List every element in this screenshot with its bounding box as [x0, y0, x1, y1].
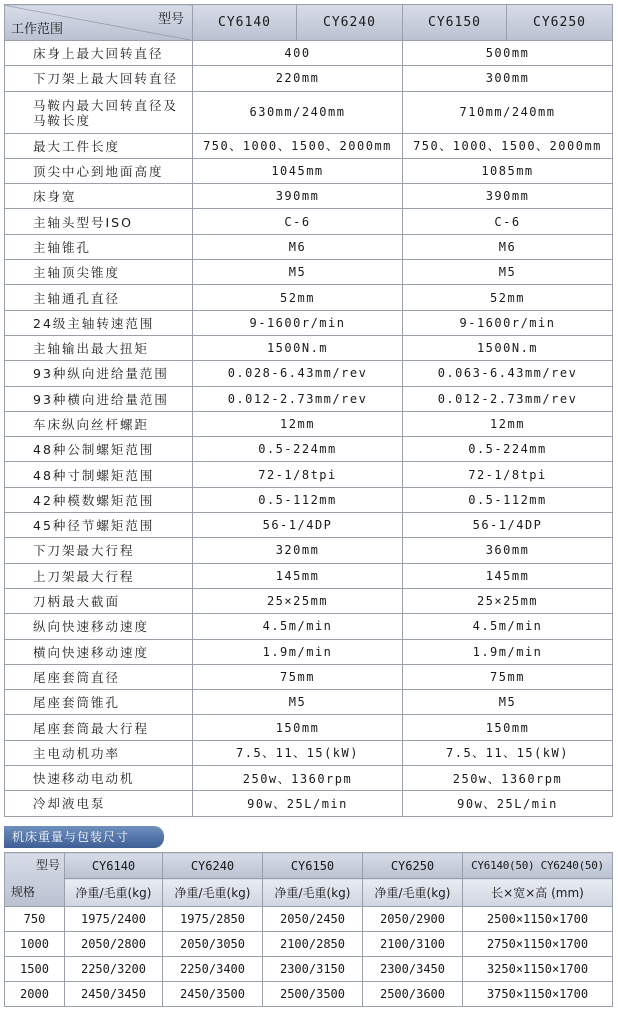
weight-row	[5, 932, 613, 957]
weight-value: 2050/2900	[363, 907, 463, 932]
spec-value-40-series: 0.028-6.43mm/rev	[193, 361, 403, 386]
weight-value: 2050/2800	[65, 932, 163, 957]
model-header: CY6240	[163, 853, 263, 879]
spec-value-50-series: 710mm/240mm	[403, 91, 613, 133]
spec-row	[5, 310, 613, 335]
spec-value-40-series: 0.5-112mm	[193, 487, 403, 512]
spec-value-50-series: 145mm	[403, 563, 613, 588]
spec-value-50-series: 360mm	[403, 538, 613, 563]
spec-label: 下刀架上最大回转直径	[5, 66, 193, 91]
spec-row	[5, 791, 613, 816]
spec-label: 冷却液电泵	[5, 791, 193, 816]
corner-label-model: 型号	[157, 12, 184, 27]
weight-value: 1975/2850	[163, 907, 263, 932]
spec-value-40-series: M6	[193, 234, 403, 259]
model-header: CY6240	[297, 5, 403, 41]
spec-label: 24级主轴转速范围	[5, 310, 193, 335]
spec-label: 横向快速移动速度	[5, 639, 193, 664]
spec-value-50-series: 150mm	[403, 715, 613, 740]
spec-row	[5, 209, 613, 234]
weight-value: 2450/3500	[163, 982, 263, 1007]
spec-row	[5, 133, 613, 158]
spec-label: 主轴通孔直径	[5, 285, 193, 310]
spec-value-50-series: 1.9m/min	[403, 639, 613, 664]
spec-row	[5, 487, 613, 512]
spec-value-40-series: 72-1/8tpi	[193, 462, 403, 487]
spec-label: 下刀架最大行程	[5, 538, 193, 563]
spec-row	[5, 66, 613, 91]
spec-value-40-series: 630mm/240mm	[193, 91, 403, 133]
corner-label-range: 工作范围	[11, 22, 64, 37]
spec-value-50-series: 300mm	[403, 66, 613, 91]
spec-value-40-series: 0.012-2.73mm/rev	[193, 386, 403, 411]
model-header: CY6150	[403, 5, 507, 41]
spec-row	[5, 335, 613, 360]
spec-label: 尾座套筒直径	[5, 664, 193, 689]
spec-value-50-series: 72-1/8tpi	[403, 462, 613, 487]
spec-value-40-series: 145mm	[193, 563, 403, 588]
spec-value-50-series: 25×25mm	[403, 588, 613, 613]
weight-value: 2250/3200	[65, 957, 163, 982]
spec-label: 主轴头型号ISO	[5, 209, 193, 234]
spec-label: 主轴输出最大扭矩	[5, 335, 193, 360]
spec-value-50-series: 56-1/4DP	[403, 513, 613, 538]
spec-row	[5, 285, 613, 310]
spec-value-40-series: 25×25mm	[193, 588, 403, 613]
spec-value-40-series: C-6	[193, 209, 403, 234]
weight-row	[5, 957, 613, 982]
spec-label: 48种寸制螺矩范围	[5, 462, 193, 487]
spec-value-40-series: 390mm	[193, 184, 403, 209]
spec-row	[5, 740, 613, 765]
section-title: 机床重量与包装尺寸	[12, 830, 130, 844]
spec-row	[5, 41, 613, 66]
spec-value-50-series: 75mm	[403, 664, 613, 689]
subheader-dimensions: 长×宽×高 (mm)	[463, 879, 613, 907]
spec-label: 主轴顶尖锥度	[5, 260, 193, 285]
spec-row	[5, 664, 613, 689]
weight-value: 1975/2400	[65, 907, 163, 932]
spec-value-50-series: 1085mm	[403, 158, 613, 183]
spec-row	[5, 361, 613, 386]
spec-label: 尾座套筒锥孔	[5, 690, 193, 715]
spec-value-40-series: 9-1600r/min	[193, 310, 403, 335]
spec-value-50-series: 7.5、11、15(kW)	[403, 740, 613, 765]
spec-row	[5, 462, 613, 487]
spec-row	[5, 386, 613, 411]
weight-value: 2100/3100	[363, 932, 463, 957]
spec-label: 床身宽	[5, 184, 193, 209]
weight-row	[5, 907, 613, 932]
weight-value: 2500/3500	[263, 982, 363, 1007]
spec-value-40-series: 400	[193, 41, 403, 66]
spec-value-50-series: 4.5m/min	[403, 614, 613, 639]
model-header: CY6150	[263, 853, 363, 879]
spec-value-50-series: 90w、25L/min	[403, 791, 613, 816]
weight-dimensions: 2750×1150×1700	[463, 932, 613, 957]
spec-row	[5, 184, 613, 209]
spec-value-50-series: 0.012-2.73mm/rev	[403, 386, 613, 411]
model-header: CY6140	[193, 5, 297, 41]
weight-value: 2500/3600	[363, 982, 463, 1007]
spec-value-40-series: M5	[193, 690, 403, 715]
spec-value-40-series: 220mm	[193, 66, 403, 91]
spec-label: 45种径节螺矩范围	[5, 513, 193, 538]
spec-value-40-series: 750、1000、1500、2000mm	[193, 133, 403, 158]
spec-row	[5, 91, 613, 133]
model-header: CY6140(50) CY6240(50)	[463, 853, 613, 879]
spec-row	[5, 513, 613, 538]
spec-value-50-series: M5	[403, 260, 613, 285]
spec-value-40-series: M5	[193, 260, 403, 285]
spec-value-40-series: 4.5m/min	[193, 614, 403, 639]
spec-label: 主电动机功率	[5, 740, 193, 765]
spec-label: 42种模数螺矩范围	[5, 487, 193, 512]
weight-spec: 750	[5, 907, 65, 932]
spec-label: 48种公制螺矩范围	[5, 437, 193, 462]
spec-label: 93种纵向进给量范围	[5, 361, 193, 386]
spec-header-row	[5, 5, 613, 41]
spec-value-40-series: 1.9m/min	[193, 639, 403, 664]
weight-spec: 2000	[5, 982, 65, 1007]
spec-value-50-series: 500mm	[403, 41, 613, 66]
spec-value-40-series: 75mm	[193, 664, 403, 689]
weight-value: 2300/3150	[263, 957, 363, 982]
spec-value-40-series: 12mm	[193, 411, 403, 436]
weight-corner-cell	[5, 853, 65, 907]
spec-value-40-series: 250w、1360rpm	[193, 766, 403, 791]
model-header: CY6250	[363, 853, 463, 879]
weight-spec: 1000	[5, 932, 65, 957]
spec-corner-cell	[5, 5, 193, 41]
weight-value: 2250/3400	[163, 957, 263, 982]
spec-value-40-series: 150mm	[193, 715, 403, 740]
spec-table	[4, 4, 613, 817]
spec-value-40-series: 1045mm	[193, 158, 403, 183]
weight-value: 2300/3450	[363, 957, 463, 982]
model-header: CY6140	[65, 853, 163, 879]
spec-row	[5, 158, 613, 183]
weight-subheader-row	[5, 879, 613, 907]
spec-value-40-series: 0.5-224mm	[193, 437, 403, 462]
spec-value-50-series: C-6	[403, 209, 613, 234]
spec-label: 93种横向进给量范围	[5, 386, 193, 411]
spec-row	[5, 437, 613, 462]
spec-row	[5, 639, 613, 664]
spec-row	[5, 614, 613, 639]
spec-value-50-series: 9-1600r/min	[403, 310, 613, 335]
weight-value: 2450/3450	[65, 982, 163, 1007]
spec-row	[5, 538, 613, 563]
spec-row	[5, 260, 613, 285]
spec-label: 床身上最大回转直径	[5, 41, 193, 66]
spec-value-40-series: 90w、25L/min	[193, 791, 403, 816]
spec-value-50-series: M6	[403, 234, 613, 259]
spec-row	[5, 766, 613, 791]
spec-row	[5, 234, 613, 259]
spec-row	[5, 411, 613, 436]
spec-value-50-series: 0.5-112mm	[403, 487, 613, 512]
corner-label-spec: 规格	[11, 885, 36, 899]
weight-value: 2050/2450	[263, 907, 363, 932]
subheader-weight: 净重/毛重(kg)	[163, 879, 263, 907]
subheader-weight: 净重/毛重(kg)	[65, 879, 163, 907]
spec-value-50-series: 390mm	[403, 184, 613, 209]
spec-value-40-series: 1500N.m	[193, 335, 403, 360]
section-title-bar	[4, 826, 164, 848]
spec-label: 马鞍内最大回转直径及马鞍长度	[5, 91, 193, 133]
spec-value-50-series: 1500N.m	[403, 335, 613, 360]
spec-label: 上刀架最大行程	[5, 563, 193, 588]
weight-value: 2100/2850	[263, 932, 363, 957]
weight-row	[5, 982, 613, 1007]
spec-value-50-series: 0.063-6.43mm/rev	[403, 361, 613, 386]
spec-label: 顶尖中心到地面高度	[5, 158, 193, 183]
spec-value-40-series: 320mm	[193, 538, 403, 563]
spec-value-40-series: 56-1/4DP	[193, 513, 403, 538]
spec-value-50-series: 52mm	[403, 285, 613, 310]
subheader-weight: 净重/毛重(kg)	[363, 879, 463, 907]
spec-value-50-series: 750、1000、1500、2000mm	[403, 133, 613, 158]
spec-value-50-series: 250w、1360rpm	[403, 766, 613, 791]
spec-row	[5, 715, 613, 740]
weight-table	[4, 852, 613, 1007]
weight-dimensions: 2500×1150×1700	[463, 907, 613, 932]
spec-label: 车床纵向丝杆螺距	[5, 411, 193, 436]
spec-label: 纵向快速移动速度	[5, 614, 193, 639]
subheader-weight: 净重/毛重(kg)	[263, 879, 363, 907]
spec-label: 主轴锥孔	[5, 234, 193, 259]
spec-value-50-series: M5	[403, 690, 613, 715]
weight-dimensions: 3250×1150×1700	[463, 957, 613, 982]
weight-dimensions: 3750×1150×1700	[463, 982, 613, 1007]
spec-row	[5, 563, 613, 588]
weight-spec: 1500	[5, 957, 65, 982]
weight-header-row	[5, 853, 613, 879]
spec-label: 快速移动电动机	[5, 766, 193, 791]
weight-value: 2050/3050	[163, 932, 263, 957]
spec-label: 尾座套筒最大行程	[5, 715, 193, 740]
corner-label-model: 型号	[35, 858, 60, 872]
spec-value-40-series: 52mm	[193, 285, 403, 310]
spec-value-50-series: 0.5-224mm	[403, 437, 613, 462]
spec-label: 最大工件长度	[5, 133, 193, 158]
spec-row	[5, 588, 613, 613]
spec-row	[5, 690, 613, 715]
spec-label: 刀柄最大截面	[5, 588, 193, 613]
spec-value-50-series: 12mm	[403, 411, 613, 436]
spec-value-40-series: 7.5、11、15(kW)	[193, 740, 403, 765]
model-header: CY6250	[507, 5, 613, 41]
